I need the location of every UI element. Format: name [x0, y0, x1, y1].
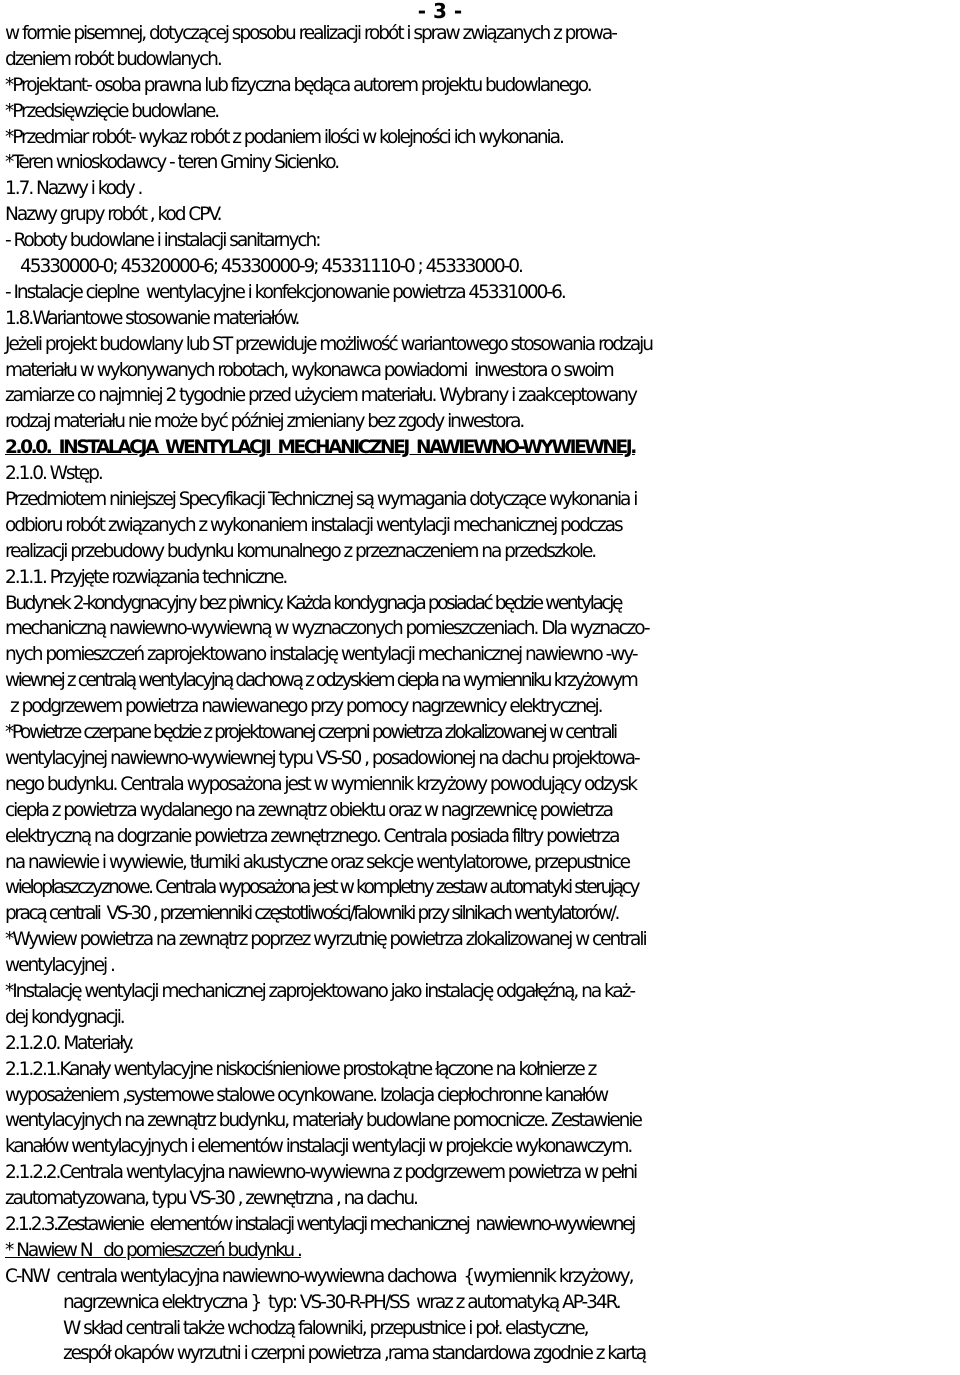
- text-line: *Wywiew powietrza na zewnątrz poprzez wyrzutnię powietrza zlokalizowanej w centrali: [5, 929, 646, 951]
- cpv-codes: 45330000-0; 45320000-6; 45330000-9; 45331110-0 ; 45333000-0.: [20, 256, 522, 278]
- text-line: Przedmiotem niniejszej Specyfikacji Technicznej są wymagania dotyczące wykonania i: [5, 489, 637, 511]
- text-line: 2.1.2.1.Kanały wentylacyjne niskociśnieniowe prostokątne łączone na kołnierze z: [5, 1058, 596, 1080]
- text-line: mechaniczną nawiewno-wywiewną w wyznaczonych pomieszczeniach. Dla wyznaczo-: [5, 618, 649, 640]
- text-line: nych pomieszczeń zaprojektowano instalację wentylacji mechanicznej nawiewno -wy-: [5, 644, 637, 666]
- text-line: C-NW centrala wentylacyjna nawiewno-wywiewna dachowa {wymiennik krzyżowy,: [5, 1265, 633, 1287]
- section-heading: 2.1.0. Wstęp.: [5, 463, 102, 485]
- text-line: nego budynku. Centrala wyposażona jest w wymiennik krzyżowy powodujący odzysk: [5, 773, 636, 795]
- text-line: *Instalację wentylacji mechanicznej zaprojektowano jako instalację odgałęźną, na każ-: [5, 980, 634, 1002]
- text-line: wyposażeniem ,systemowe stalowe ocynkowane. Izolacja ciepłochronne kanałów: [5, 1084, 608, 1106]
- chapter-heading: 2.0.0. INSTALACJA WENTYLACJI MECHANICZNEJ NAWIEWNO-WYWIEWNEJ.: [5, 437, 635, 459]
- text-line: *Powietrze czerpane będzie z projektowanej czerpni powietrza zlokalizowanej w centrali: [5, 722, 616, 744]
- body-text: [0, 21, 960, 1367]
- text-line: zautomatyzowana, typu VS-30 , zewnętrzna , na dachu.: [5, 1188, 417, 1210]
- text-line: *Teren wnioskodawcy - teren Gminy Sicienko.: [5, 152, 339, 174]
- page-number: - 3 -: [417, 0, 463, 23]
- section-heading: 1.8.Wariantowe stosowanie materiałów.: [5, 307, 299, 329]
- text-line: wentylacyjnych na zewnątrz budynku, materiały budowlane pomocnicze. Zestawienie: [5, 1110, 641, 1132]
- section-heading: 1.7. Nazwy i kody .: [5, 178, 142, 200]
- text-line: odbioru robót związanych z wykonaniem instalacji wentylacji mechanicznej podczas: [5, 514, 622, 536]
- text-line: *Przedmiar robót- wykaz robót z podaniem ilości w kolejności ich wykonania.: [5, 126, 563, 148]
- text-line: *Przedsięwzięcie budowlane.: [5, 100, 219, 122]
- text-line: na nawiewie i wywiewie, tłumiki akustyczne oraz sekcje wentylatorowe, przepustnice: [5, 851, 629, 873]
- text-line: - Roboty budowlane i instalacji sanitarnych:: [5, 230, 320, 252]
- text-line: zamiarze co najmniej 2 tygodnie przed użyciem materiału. Wybrany i zaakceptowany: [5, 385, 636, 407]
- text-line: realizacji przebudowy budynku komunalnego z przeznaczeniem na przedszkole.: [5, 540, 596, 562]
- text-line: Nazwy grupy robót , kod CPV.: [5, 204, 221, 226]
- text-line: pracą centrali VS-30 , przemienniki częstotliwości/falowniki przy silnikach wentylatorów/.: [5, 903, 618, 925]
- text-line: materiału w wykonywanych robotach, wykonawca powiadomi inwestora o swoim: [5, 359, 613, 381]
- text-line: dej kondygnacji.: [5, 1006, 124, 1028]
- text-line: 2.1.2.3.Zestawienie elementów instalacji wentylacji mechanicznej nawiewno-wywiewnej: [5, 1213, 634, 1235]
- text-line: zespół okapów wyrzutni i czerpni powietrza ,rama standardowa zgodnie z kartą: [63, 1343, 646, 1365]
- text-line: - Instalacje cieplne wentylacyjne i konfekcjonowanie powietrza 45331000-6.: [5, 281, 565, 303]
- text-line: kanałów wentylacyjnych i elementów instalacji wentylacji w projekcie wykonawczym.: [5, 1136, 632, 1158]
- text-line: Jeżeli projekt budowlany lub ST przewiduje możliwość wariantowego stosowania rodzaju: [5, 333, 652, 355]
- text-line: w formie pisemnej, dotyczącej sposobu realizacji robót i spraw związanych z prowa-: [5, 23, 616, 44]
- text-line: nagrzewnica elektryczna } typ: VS-30-R-PH/SS wraz z automatyką AP-34R.: [63, 1291, 620, 1313]
- text-line: z podgrzewem powietrza nawiewanego przy pomocy nagrzewnicy elektrycznej.: [10, 696, 602, 718]
- section-heading: 2.1.2.0. Materiały.: [5, 1032, 133, 1054]
- text-line: wiewnej z centralą wentylacyjną dachową z odzyskiem ciepła na wymienniku krzyżowym: [5, 670, 637, 692]
- text-line: elektryczną na dogrzanie powietrza zewnętrznego. Centrala posiada filtry powietrza: [5, 825, 619, 847]
- text-line: 2.1.2.2.Centrala wentylacyjna nawiewno-wywiewna z podgrzewem powietrza w pełni: [5, 1162, 637, 1184]
- text-line: ciepła z powietrza wydalanego na zewnątrz obiektu oraz w nagrzewnicę powietrza: [5, 799, 612, 821]
- text-line: *Projektant- osoba prawna lub fizyczna będąca autorem projektu budowlanego.: [5, 74, 591, 96]
- text-line: dzeniem robót budowlanych.: [5, 48, 221, 70]
- text-line: wielopłaszczyznowe. Centrala wyposażona jest w kompletny zestaw automatyki sterujący: [5, 877, 639, 899]
- subsection-heading: * Nawiew N do pomieszczeń budynku .: [5, 1239, 301, 1261]
- text-line: wentylacyjnej .: [5, 955, 114, 977]
- text-line: Budynek 2-kondygnacyjny bez piwnicy. Każda kondygnacja posiadać będzie wentylację: [5, 592, 621, 614]
- text-line: rodzaj materiału nie może być później zmieniany bez zgody inwestora.: [5, 411, 524, 433]
- text-line: W skład centrali także wchodzą falowniki, przepustnice i poł. elastyczne,: [63, 1317, 588, 1339]
- text-line: wentylacyjnej nawiewno-wywiewnej typu VS-S0 , posadowionej na dachu projektowa-: [5, 747, 639, 769]
- section-heading: 2.1.1. Przyjęte rozwiązania techniczne.: [5, 566, 287, 588]
